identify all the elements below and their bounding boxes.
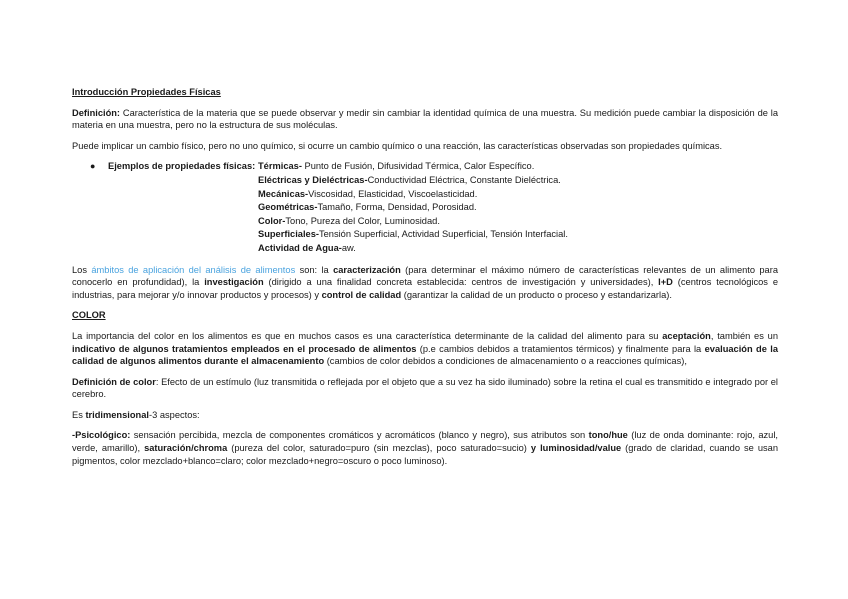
psicologico-paragraph: [72, 429, 778, 467]
page-title: Introducción Propiedades Físicas: [72, 87, 221, 97]
text-run: (para determinar el máximo número de características relevantes de un alimento para conocerlo en profundidad), la: [72, 264, 778, 288]
ambitos-paragraph: [72, 264, 778, 302]
examples-list: [72, 160, 778, 255]
example-item: [258, 215, 778, 229]
bold-term: tridimensional: [85, 409, 149, 420]
example-item: [258, 188, 778, 202]
text-run: Es: [72, 409, 86, 420]
example-term: Actividad de Agua-: [258, 242, 342, 253]
bold-term: I+D: [658, 277, 673, 288]
bold-term: control de calidad: [321, 289, 402, 300]
bold-term: y luminosidad/value: [530, 443, 622, 454]
text-run: : Efecto de un estímulo (luz transmitida o reflejada por el objeto que a su vez ha sido iluminado) sobre la retina el cual es transmitido e integrado por el cerebro.: [72, 376, 778, 400]
bullet-icon: ●: [90, 161, 96, 172]
example-term: Eléctricas y Dieléctricas-: [258, 174, 368, 185]
text-run: Los: [72, 264, 92, 275]
examples-label: Ejemplos de propiedades físicas:: [108, 161, 256, 172]
example-term: Geométricas-: [258, 202, 318, 213]
text-run: (grado de claridad, cuando se usan pigmentos, color mezclado+blanco=claro; color mezclado+negro=oscuro o poco luminoso).: [72, 443, 778, 466]
text-run: (dirigido a una finalidad concreta establecida: centros de investigación y universidades),: [263, 277, 659, 288]
example-item: [258, 201, 778, 215]
text-run: (garantizar la calidad de un producto o proceso y estandarizarla).: [401, 289, 672, 300]
example-desc: Tono, Pureza del Color, Luminosidad.: [285, 215, 440, 226]
example-term: Superficiales-: [258, 229, 319, 240]
bold-term: aceptación: [662, 330, 711, 341]
example-item: [258, 160, 778, 174]
bold-term: saturación/chroma: [144, 443, 228, 454]
bold-term: -Psicológico:: [72, 430, 131, 441]
definition-text: Característica de la materia que se puede observar y medir sin cambiar la identidad química de una muestra. Su medición puede cambiar la disposición de la materia en una muestra, pero no la estructura de sus moléculas.: [72, 107, 778, 131]
text-run: son: la: [295, 264, 334, 275]
example-desc: Tamaño, Forma, Densidad, Porosidad.: [317, 202, 477, 213]
bold-term: tono/hue: [588, 430, 628, 441]
text-run: (centros tecnológicos e industrias, para mejorar y/o innovar productos y procesos) y: [72, 277, 778, 300]
color-definition-paragraph: [72, 376, 778, 401]
document-page: [72, 86, 778, 475]
text-run: La importancia del color en los alimentos es que en muchos casos es una característica determinante de la calidad del alimento para su: [72, 330, 663, 341]
text-run: , también es un: [710, 330, 778, 341]
bold-term: indicativo de algunos tratamientos empleados en el procesado de alimentos: [72, 343, 417, 354]
bold-term: caracterización: [333, 264, 401, 275]
bold-term: investigación: [204, 277, 264, 288]
example-desc: aw.: [341, 242, 356, 253]
example-desc: Punto de Fusión, Difusividad Térmica, Calor Específico.: [301, 161, 535, 172]
example-desc: Tensión Superficial, Actividad Superficial, Tensión Interfacial.: [318, 229, 568, 240]
example-item: [258, 174, 778, 188]
example-term: Mecánicas-: [258, 188, 309, 199]
text-run: -3 aspectos:: [148, 409, 200, 420]
text-run: sensación percibida, mezcla de componentes cromáticos y acromáticos (blanco y negro), sus atributos son: [130, 430, 589, 441]
text-run: (cambios de color debidos a condiciones de almacenamiento o a reacciones químicas),: [324, 356, 687, 367]
text-run: (pureza del color, saturado=puro (sin mezclas), poco saturado=sucio): [227, 443, 531, 454]
importancia-paragraph: [72, 330, 778, 368]
bold-term: Definición de color: [72, 376, 156, 387]
bold-term: evaluación de la calidad de algunos alimentos durante el almacenamiento: [72, 343, 779, 367]
definition-label: Definición:: [72, 107, 121, 118]
example-desc: Conductividad Eléctrica, Constante Dieléctrica.: [367, 174, 561, 185]
example-item: [258, 228, 778, 242]
change-paragraph: Puede implicar un cambio físico, pero no uno químico, si ocurre un cambio químico o una reacción, las características observadas son propiedades químicas.: [72, 140, 723, 151]
text-run: (luz de onda dominante: rojo, azul, verde, amarillo),: [72, 430, 778, 454]
example-term: Color-: [258, 215, 286, 226]
definition-paragraph: [72, 107, 778, 132]
example-term: Térmicas-: [258, 161, 302, 172]
example-item: [258, 242, 778, 256]
tridimensional-paragraph: [72, 409, 778, 422]
example-desc: Viscosidad, Elasticidad, Viscoelasticidad.: [308, 188, 478, 199]
examples-items: [258, 160, 778, 255]
text-run: (p.e cambios debidos a tratamientos térmicos) y finalmente para la: [416, 343, 705, 354]
highlighted-text: ámbitos de aplicación del análisis de alimentos: [91, 264, 296, 275]
color-heading: COLOR: [72, 310, 106, 321]
